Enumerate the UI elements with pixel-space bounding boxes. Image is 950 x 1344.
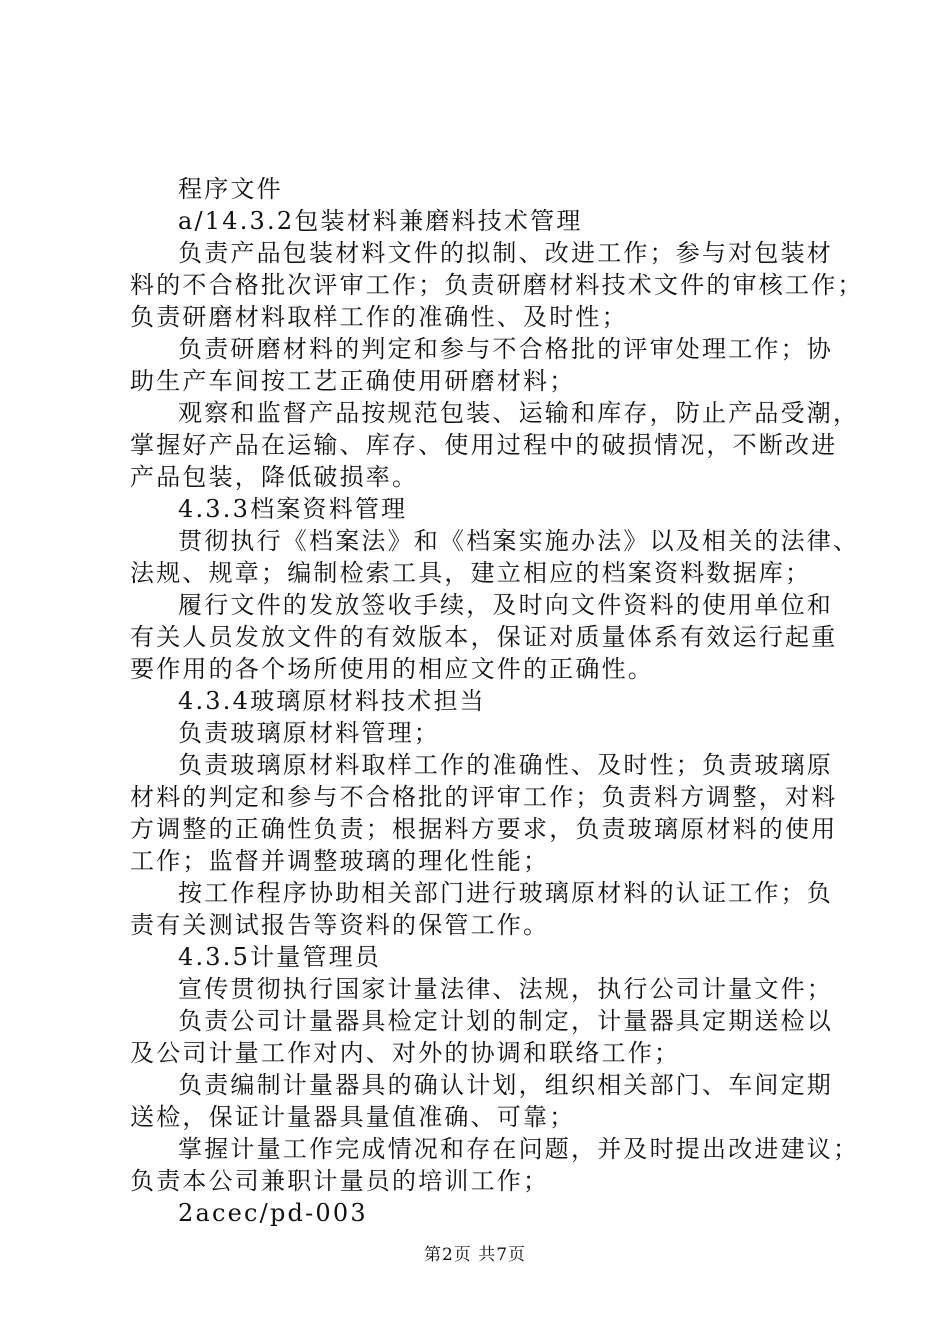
text-line: 助生产车间按工艺正确使用研磨材料；: [130, 367, 576, 395]
text-line: 负责玻璃原材料取样工作的准确性、及时性；负责玻璃原: [178, 751, 833, 779]
text-line: 履行文件的发放签收手续，及时向文件资料的使用单位和: [178, 591, 833, 619]
text-line: 负责本公司兼职计量员的培训工作；: [130, 1167, 550, 1195]
text-line: 观察和监督产品按规范包装、运输和库存，防止产品受潮，: [178, 399, 860, 427]
text-line: 材料的判定和参与不合格批的评审工作；负责料方调整，对料: [130, 783, 838, 811]
text-line: 工作；监督并调整玻璃的理化性能；: [130, 847, 550, 875]
text-line: 料的不合格批次评审工作；负责研磨材料技术文件的审核工作；: [130, 271, 864, 299]
text-line: 负责研磨材料取样工作的准确性、及时性；: [130, 303, 628, 331]
text-line: 负责产品包装材料文件的拟制、改进工作；参与对包装材: [178, 239, 833, 267]
text-line: 有关人员发放文件的有效版本，保证对质量体系有效运行起重: [130, 623, 838, 651]
text-line: 方调整的正确性负责；根据料方要求，负责玻璃原材料的使用: [130, 815, 838, 843]
text-line: 负责编制计量器具的确认计划，组织相关部门、车间定期: [178, 1071, 833, 1099]
text-line: 按工作程序协助相关部门进行玻璃原材料的认证工作；负: [178, 879, 833, 907]
text-line: 掌握计量工作完成情况和存在问题，并及时提出改进建议；: [178, 1135, 860, 1163]
text-line: a/14.3.2包装材料兼磨料技术管理: [178, 207, 583, 235]
text-line: 负责玻璃原材料管理；: [178, 719, 440, 747]
text-line: 送检，保证计量器具量值准确、可靠；: [130, 1103, 576, 1131]
text-line: 贯彻执行《档案法》和《档案实施办法》以及相关的法律、: [178, 527, 860, 555]
text-line: 2acec/pd-003: [178, 1199, 368, 1227]
text-line: 程序文件: [178, 175, 283, 203]
text-line: 4.3.4玻璃原材料技术担当: [178, 687, 486, 715]
text-line: 负责公司计量器具检定计划的制定，计量器具定期送检以: [178, 1007, 833, 1035]
text-line: 掌握好产品在运输、库存、使用过程中的破损情况，不断改进: [130, 431, 838, 459]
page-footer: 第2页 共7页: [423, 1245, 527, 1265]
text-line: 宣传贯彻执行国家计量法律、法规，执行公司计量文件；: [178, 975, 833, 1003]
text-line: 产品包装，降低破损率。: [130, 463, 419, 491]
text-line: 责有关测试报告等资料的保管工作。: [130, 911, 550, 939]
text-line: 及公司计量工作对内、对外的协调和联络工作；: [130, 1039, 681, 1067]
text-line: 法规、规章；编制检索工具，建立相应的档案资料数据库；: [130, 559, 812, 587]
text-line: 要作用的各个场所使用的相应文件的正确性。: [130, 655, 654, 683]
text-line: 4.3.5计量管理员: [178, 943, 382, 971]
text-line: 4.3.3档案资料管理: [178, 495, 408, 523]
text-line: 负责研磨材料的判定和参与不合格批的评审处理工作；协: [178, 335, 833, 363]
